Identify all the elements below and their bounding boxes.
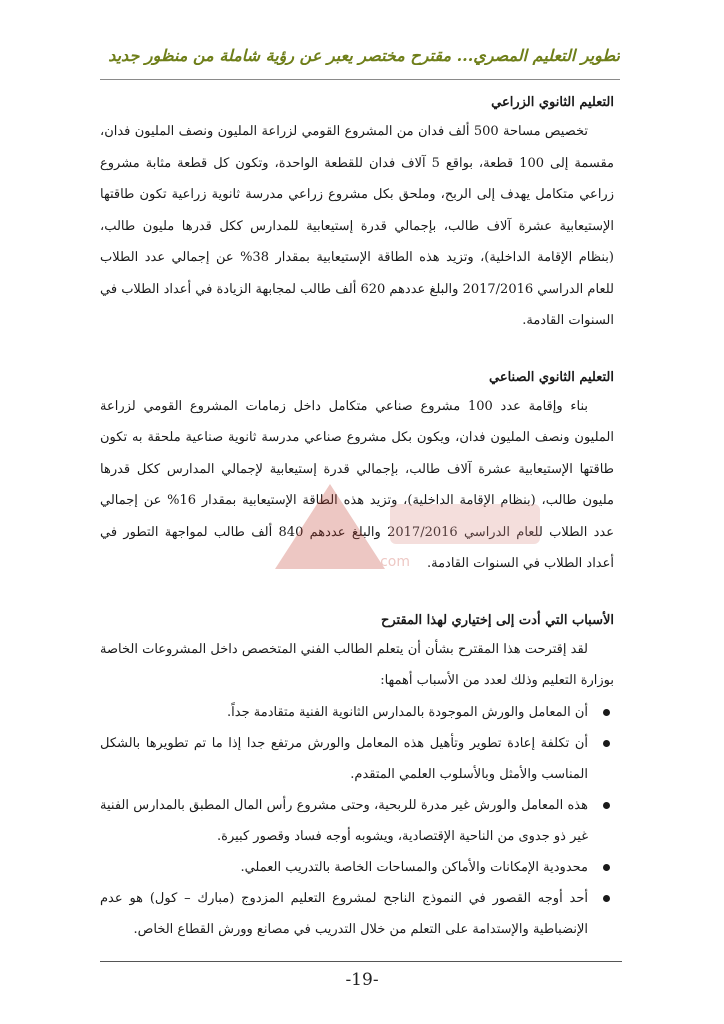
bullet-icon	[603, 802, 610, 809]
paragraph-industrial: بناء وإقامة عدد 100 مشروع صناعي متكامل داخل زمامات المشروع القومي لزراعة المليون ونصف المليون فدان، ويكون بكل مشروع صناعي مدرسة ثانوية صناعية ملحقة به تكون طاقتها الإستيعابية عشرة آلاف طالب، بإجمالي قدرة إستيعابية لإجمالي المدارس ككل قدرها مليون طالب، (بنظام الإقامة الداخلية)، وتزيد هذه الطاقة الإستيعابية بمقدار 16% عن إجمالي عدد الطلاب للعام الدراسي 2017/2016 والبلغ عددهم 840 ألف طالب لمواجهة التطور في أعداد الطلاب في السنوات القادمة.	[100, 398, 614, 571]
bullet-icon	[603, 709, 610, 716]
list-item-text: أحد أوجه القصور في النموذج الناجح لمشروع التعليم المزدوج (مبارك – كول) هو عدم الإنضباطية والإستدامة على التعلم من خلال التدريب في مصانع وورش القطاع الخاص.	[100, 890, 588, 937]
watermark-url: www.egymoe.com	[281, 554, 410, 570]
list-item	[100, 790, 614, 852]
list-item	[100, 883, 614, 945]
list-item	[100, 728, 614, 790]
paragraph-agricultural: تخصيص مساحة 500 ألف فدان من المشروع القومي لزراعة المليون ونصف المليون فدان، مقسمة إلى 100 قطعة، بواقع 5 آلاف فدان للقطعة الواحدة، وتكون كل قطعة مثابة مشروع زراعي متكامل يهدف إلى الربح، وملحق بكل مشروع زراعي مدرسة ثانوية زراعية تكون طاقتها الإستيعابية عشرة آلاف طالب، بإجمالي قدرة إستيعابية للمدارس ككل قدرها مليون طالب، (بنظام الإقامة الداخلية)، وتزيد هذه الطاقة الإستيعابية بمقدار 38% عن إجمالي عدد الطلاب للعام الدراسي 2017/2016 والبلغ عددهم 620 ألف طالب لمجابهة الزيادة في أعداد الطلاب في السنوات القادمة.	[100, 124, 614, 328]
section-heading-agricultural: التعليم الثانوي الزراعي	[491, 95, 614, 110]
footer-divider	[100, 961, 622, 962]
section-heading-reasons: الأسباب التي أدت إلى إختياري لهذا المقترح	[380, 612, 614, 628]
list-item-text: أن تكلفة إعادة تطوير وتأهيل هذه المعامل والورش مرتفع جدا إذا ما تم تطويرها بالشكل المناسب والأمثل وبالأسلوب العلمي المتقدم.	[100, 735, 588, 782]
list-item-text: محدودية الإمكانات والأماكن والمساحات الخاصة بالتدريب العملي.	[240, 859, 588, 875]
running-header-title: تطوير التعليم المصري... مقترح مختصر يعبر عن رؤية شاملة من منظور جديد	[108, 46, 620, 65]
list-item-text: أن المعامل والورش الموجودة بالمدارس الثانوية الفنية متقادمة جداً.	[227, 704, 588, 720]
bullet-icon	[603, 895, 610, 902]
bullet-icon	[603, 740, 610, 747]
list-item-text: هذه المعامل والورش غير مدرة للربحية، وحتى مشروع رأس المال المطبق بالمدارس الفنية غير ذو جدوى من الناحية الإقتصادية، ويشوبه أوجه فساد وقصور كبيرة.	[100, 797, 588, 844]
section-heading-industrial: التعليم الثانوي الصناعي	[489, 369, 614, 385]
page-number: -19-	[345, 970, 379, 990]
page-content	[100, 90, 614, 945]
list-item	[100, 697, 614, 728]
header-divider	[100, 79, 620, 80]
reasons-list	[100, 697, 614, 945]
paragraph-reasons-intro: لقد إقترحت هذا المقترح بشأن أن يتعلم الطالب الفني المتخصص داخل المشروعات الخاصة بوزارة التعليم وذلك لعدد من الأسباب أهمها:	[100, 641, 614, 688]
list-item	[100, 852, 614, 883]
bullet-icon	[603, 864, 610, 871]
